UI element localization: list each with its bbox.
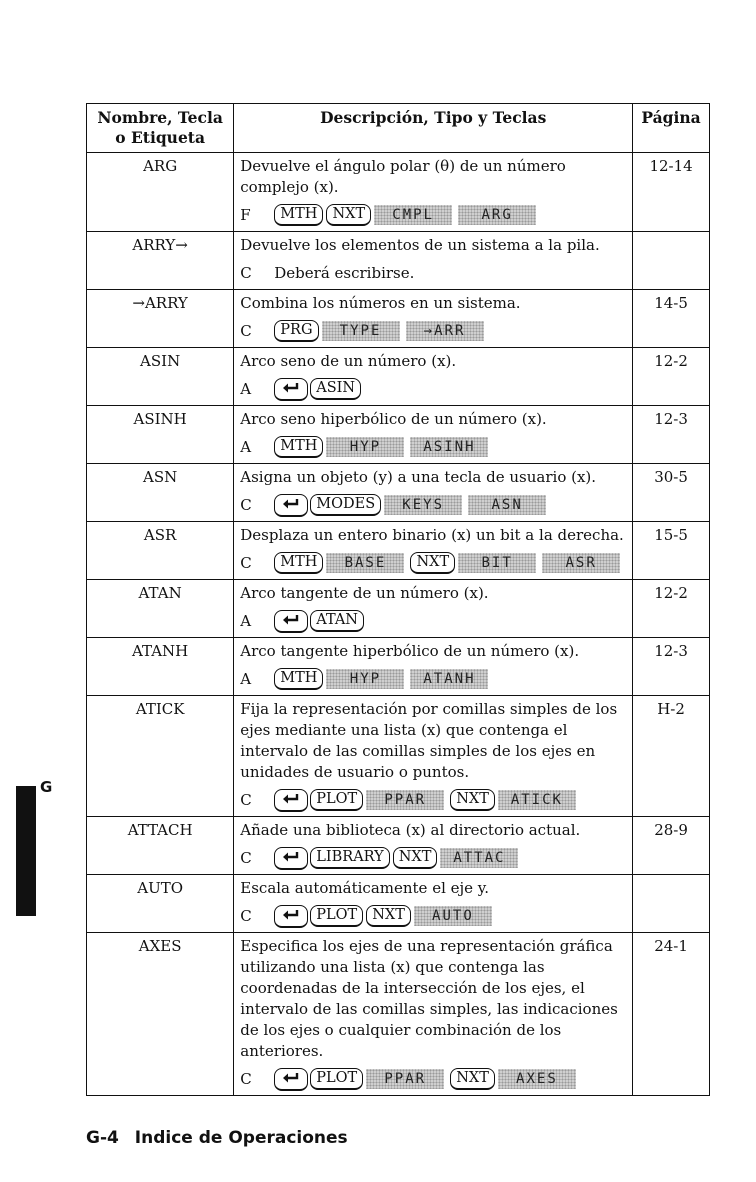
- footer-title: Indice de Operaciones: [134, 1128, 348, 1148]
- header-description: Descripción, Tipo y Teclas: [234, 104, 633, 153]
- keystroke-line: [240, 1067, 626, 1091]
- operation-name: ASN: [87, 464, 234, 522]
- keystroke-line: [240, 609, 626, 633]
- key-mth: MTH: [274, 552, 323, 574]
- operation-name: ARRY→: [87, 232, 234, 290]
- left-shift-arrow-icon: [282, 613, 300, 627]
- left-shift-key: [274, 1068, 308, 1091]
- menu-label-keys: KEYS: [384, 495, 462, 515]
- operation-description-cell: [234, 933, 633, 1096]
- menu-label-hyp: HYP: [326, 669, 404, 689]
- section-letter: G: [40, 778, 53, 796]
- operation-description: Arco seno de un número (x).: [240, 352, 457, 370]
- operation-type: C: [240, 848, 252, 867]
- left-shift-key: [274, 610, 308, 633]
- key-nxt: NXT: [326, 204, 371, 226]
- table-row: [87, 638, 710, 696]
- key-mth: MTH: [274, 204, 323, 226]
- operation-description-cell: [234, 817, 633, 875]
- menu-label-auto: AUTO: [414, 906, 492, 926]
- table-row: [87, 153, 710, 232]
- key-nxt: NXT: [450, 789, 495, 811]
- keystroke-line: [240, 203, 626, 227]
- left-shift-key: [274, 378, 308, 401]
- key-library: LIBRARY: [310, 847, 389, 869]
- operation-description: Asigna un objeto (y) a una tecla de usuario (x).: [240, 468, 597, 486]
- operation-type: C: [240, 790, 252, 809]
- operation-type: C: [240, 321, 252, 340]
- keystroke-line: [240, 261, 626, 285]
- menu-label-ppar: PPAR: [366, 1069, 444, 1089]
- operation-page: 28-9: [633, 817, 710, 875]
- operation-page: 12-3: [633, 638, 710, 696]
- table-row: [87, 580, 710, 638]
- keystroke-line: [240, 551, 626, 575]
- operation-page: 15-5: [633, 522, 710, 580]
- menu-label-attac: ATTAC: [440, 848, 518, 868]
- table-header-row: [87, 104, 710, 153]
- operation-description: Desplaza un entero binario (x) un bit a la derecha.: [240, 526, 624, 544]
- operation-page: 24-1: [633, 933, 710, 1096]
- menu-label-bit: BIT: [458, 553, 536, 573]
- menu-label-asn: ASN: [468, 495, 546, 515]
- menu-label-asr: ASR: [542, 553, 620, 573]
- menu-label-atanh: ATANH: [410, 669, 488, 689]
- operation-description-cell: [234, 580, 633, 638]
- key-nxt: NXT: [450, 1068, 495, 1090]
- menu-label-asinh: ASINH: [410, 437, 488, 457]
- table-row: [87, 817, 710, 875]
- operation-description: Fija la representación por comillas simples de los ejes mediante una lista (x) que contenga el intervalo de las comillas simples de los ejes en unidades de usuario o puntos.: [240, 700, 618, 781]
- operation-description-cell: [234, 290, 633, 348]
- operation-name: ATTACH: [87, 817, 234, 875]
- operation-description: Arco tangente de un número (x).: [240, 584, 489, 602]
- operation-name: AXES: [87, 933, 234, 1096]
- menu-label-cmpl: CMPL: [374, 205, 452, 225]
- operation-description-cell: [234, 522, 633, 580]
- operation-page: 14-5: [633, 290, 710, 348]
- key-nxt: NXT: [393, 847, 438, 869]
- operation-description: Devuelve el ángulo polar (θ) de un número complejo (x).: [240, 157, 566, 196]
- keystroke-line: [240, 667, 626, 691]
- left-shift-arrow-icon: [282, 850, 300, 864]
- key-plot: PLOT: [310, 1068, 363, 1090]
- operation-description-cell: [234, 153, 633, 232]
- menu-label-hyp: HYP: [326, 437, 404, 457]
- operation-name: ASR: [87, 522, 234, 580]
- left-shift-key: [274, 905, 308, 928]
- menu-label-atick: ATICK: [498, 790, 576, 810]
- operation-description: Combina los números en un sistema.: [240, 294, 521, 312]
- left-shift-arrow-icon: [282, 792, 300, 806]
- keystroke-line: [240, 493, 626, 517]
- operation-name: AUTO: [87, 875, 234, 933]
- menu-label-arg: ARG: [458, 205, 536, 225]
- keystroke-line: [240, 788, 626, 812]
- operation-description-cell: [234, 406, 633, 464]
- operation-type: C: [240, 263, 252, 282]
- operation-description: Escala automáticamente el eje y.: [240, 879, 490, 897]
- left-shift-arrow-icon: [282, 381, 300, 395]
- operation-description-cell: [234, 875, 633, 933]
- operation-description-cell: [234, 464, 633, 522]
- operation-description: Devuelve los elementos de un sistema a la pila.: [240, 236, 600, 254]
- operation-type: A: [240, 611, 252, 630]
- header-name-line2: o Etiqueta: [115, 128, 206, 147]
- key-plot: PLOT: [310, 789, 363, 811]
- operation-type: A: [240, 379, 252, 398]
- table-row: [87, 696, 710, 817]
- menu-label-ppar: PPAR: [366, 790, 444, 810]
- footer-page-id: G-4: [86, 1128, 119, 1148]
- operation-type: A: [240, 669, 252, 688]
- keystroke-line: [240, 377, 626, 401]
- left-shift-key: [274, 847, 308, 870]
- table-row: [87, 875, 710, 933]
- operations-table: [86, 103, 710, 1096]
- keystroke-line: [240, 846, 626, 870]
- menu-label-type: TYPE: [322, 321, 400, 341]
- left-shift-arrow-icon: [282, 497, 300, 511]
- operation-name: ASIN: [87, 348, 234, 406]
- menu-label-base: BASE: [326, 553, 404, 573]
- key-nxt: NXT: [410, 552, 455, 574]
- operation-name: →ARRY: [87, 290, 234, 348]
- table-row: [87, 933, 710, 1096]
- section-tab: [16, 786, 36, 916]
- key-nxt: NXT: [366, 905, 411, 927]
- operation-type: A: [240, 437, 252, 456]
- header-name: [87, 104, 234, 153]
- operation-page: 12-2: [633, 580, 710, 638]
- header-page: Página: [633, 104, 710, 153]
- table-body: [87, 153, 710, 1096]
- operation-description: Arco tangente hiperbólico de un número (x).: [240, 642, 580, 660]
- keystroke-line: [240, 435, 626, 459]
- page-footer: [86, 1128, 348, 1148]
- operation-type: C: [240, 495, 252, 514]
- operation-name: ATAN: [87, 580, 234, 638]
- menu-label-to-arr: →ARR: [406, 321, 484, 341]
- operation-name: ATICK: [87, 696, 234, 817]
- operation-description: Añade una biblioteca (x) al directorio actual.: [240, 821, 581, 839]
- operation-page: 12-3: [633, 406, 710, 464]
- operation-name: ASINH: [87, 406, 234, 464]
- table-row: [87, 348, 710, 406]
- key-prg: PRG: [274, 320, 318, 342]
- table-row: [87, 406, 710, 464]
- key-mth: MTH: [274, 668, 323, 690]
- operation-description-cell: [234, 348, 633, 406]
- menu-label-axes: AXES: [498, 1069, 576, 1089]
- key-plot: PLOT: [310, 905, 363, 927]
- left-shift-arrow-icon: [282, 908, 300, 922]
- operation-name: ARG: [87, 153, 234, 232]
- operation-page: H-2: [633, 696, 710, 817]
- table-row: [87, 522, 710, 580]
- table-row: [87, 290, 710, 348]
- key-asin: ASIN: [310, 378, 361, 400]
- operation-type: F: [240, 205, 251, 224]
- operation-type: C: [240, 1069, 252, 1088]
- operation-description-cell: [234, 638, 633, 696]
- operation-page: 12-2: [633, 348, 710, 406]
- operation-description: Arco seno hiperbólico de un número (x).: [240, 410, 547, 428]
- left-shift-key: [274, 789, 308, 812]
- operation-type: C: [240, 553, 252, 572]
- operation-page: [633, 232, 710, 290]
- operation-page: 12-14: [633, 153, 710, 232]
- key-modes: MODES: [310, 494, 381, 516]
- operation-page: 30-5: [633, 464, 710, 522]
- table-row: [87, 464, 710, 522]
- operation-description-cell: [234, 696, 633, 817]
- header-name-line1: Nombre, Tecla: [97, 108, 223, 127]
- type-note: Deberá escribirse.: [274, 263, 415, 282]
- keystroke-line: [240, 904, 626, 928]
- keystroke-line: [240, 319, 626, 343]
- operation-description-cell: [234, 232, 633, 290]
- operation-description: Especifica los ejes de una representación gráfica utilizando una lista (x) que contenga las coordenadas de la intersección de los ejes, el intervalo de las comillas simples, las indicaciones de los ejes o cualquier combinación de los anteriores.: [240, 937, 618, 1060]
- table-row: [87, 232, 710, 290]
- key-mth: MTH: [274, 436, 323, 458]
- operation-page: [633, 875, 710, 933]
- operation-name: ATANH: [87, 638, 234, 696]
- left-shift-key: [274, 494, 308, 517]
- key-atan: ATAN: [310, 610, 364, 632]
- operation-type: C: [240, 906, 252, 925]
- left-shift-arrow-icon: [282, 1071, 300, 1085]
